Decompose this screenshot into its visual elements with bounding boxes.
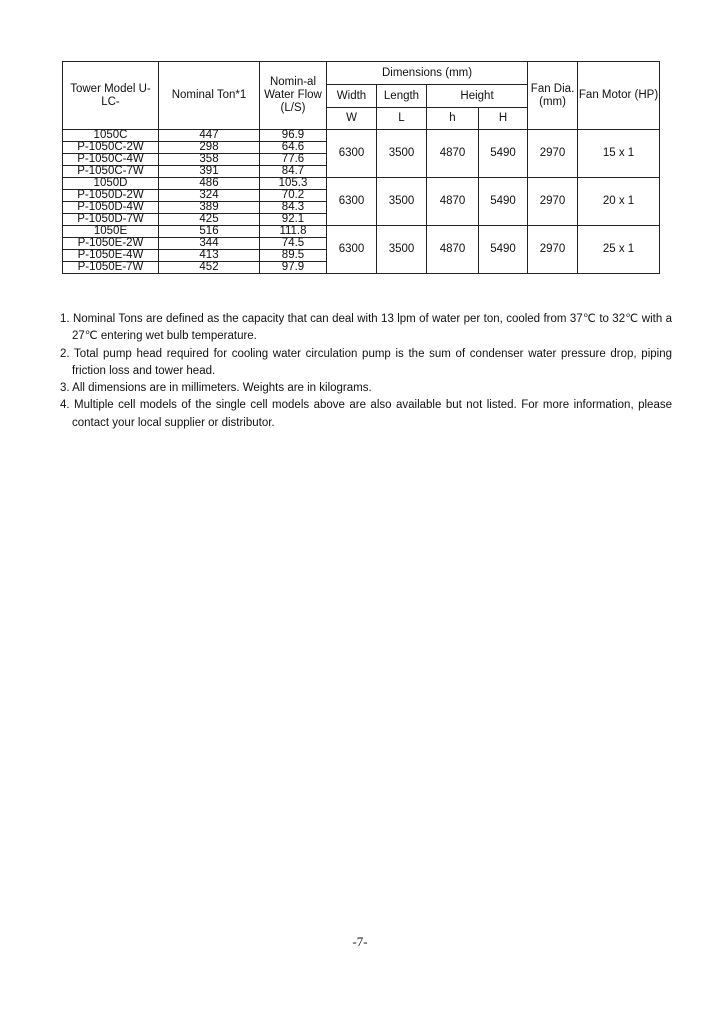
length-cell: 3500 [377, 226, 427, 274]
width-cell: 6300 [327, 178, 377, 226]
length-cell: 3500 [377, 178, 427, 226]
water-flow-cell: 84.7 [260, 166, 327, 178]
model-cell: P-1050E-7W [63, 262, 159, 274]
nominal-ton-cell: 425 [159, 214, 260, 226]
header-dimensions: Dimensions (mm) [327, 62, 528, 85]
water-flow-cell: 96.9 [260, 130, 327, 142]
page-number: -7- [352, 934, 368, 949]
height-high-cell: 5490 [479, 226, 528, 274]
nominal-ton-cell: 389 [159, 202, 260, 214]
width-cell: 6300 [327, 130, 377, 178]
height-low-cell: 4870 [427, 178, 479, 226]
notes-list [60, 311, 672, 432]
note-1: 1. Nominal Tons are defined as the capacity that can deal with 13 lpm of water per ton, cooled from 37℃ to 32℃ with a 27℃ entering wet bulb temperature. [60, 313, 672, 343]
water-flow-cell: 97.9 [260, 262, 327, 274]
height-low-cell: 4870 [427, 226, 479, 274]
length-cell: 3500 [377, 130, 427, 178]
water-flow-cell: 74.5 [260, 238, 327, 250]
water-flow-cell: 111.8 [260, 226, 327, 238]
header-width: Width [327, 85, 377, 108]
nominal-ton-cell: 298 [159, 142, 260, 154]
header-length: Length [377, 85, 427, 108]
water-flow-cell: 89.5 [260, 250, 327, 262]
fan-motor-cell: 20 x 1 [578, 178, 660, 226]
header-fan-dia: Fan Dia. (mm) [528, 62, 578, 130]
nominal-ton-cell: 447 [159, 130, 260, 142]
water-flow-cell: 92.1 [260, 214, 327, 226]
model-cell: P-1050C-7W [63, 166, 159, 178]
table-row [63, 130, 660, 142]
height-high-cell: 5490 [479, 130, 528, 178]
model-cell: P-1050E-2W [63, 238, 159, 250]
header-tower-model: Tower Model U-LC- [63, 62, 159, 130]
water-flow-cell: 84.3 [260, 202, 327, 214]
table-row [63, 226, 660, 238]
header-h-high: H [479, 108, 528, 130]
nominal-ton-cell: 413 [159, 250, 260, 262]
water-flow-cell: 105.3 [260, 178, 327, 190]
header-water-flow: Nomin-al Water Flow (L/S) [260, 62, 327, 130]
note-3: 3. All dimensions are in millimeters. Weights are in kilograms. [60, 382, 372, 395]
fan-motor-cell: 25 x 1 [578, 226, 660, 274]
water-flow-cell: 64.6 [260, 142, 327, 154]
header-h-low: h [427, 108, 479, 130]
header-nominal-ton: Nominal Ton*1 [159, 62, 260, 130]
fan-dia-cell: 2970 [528, 226, 578, 274]
fan-motor-cell: 15 x 1 [578, 130, 660, 178]
nominal-ton-cell: 358 [159, 154, 260, 166]
header-height: Height [427, 85, 528, 108]
model-cell: P-1050D-4W [63, 202, 159, 214]
height-high-cell: 5490 [479, 178, 528, 226]
fan-dia-cell: 2970 [528, 130, 578, 178]
water-flow-cell: 70.2 [260, 190, 327, 202]
table-row [63, 178, 660, 190]
nominal-ton-cell: 344 [159, 238, 260, 250]
model-cell: P-1050E-4W [63, 250, 159, 262]
note-4: 4. Multiple cell models of the single cell models above are also available but not listed. For more information, please contact your local supplier or distributor. [60, 399, 672, 429]
header-l: L [377, 108, 427, 130]
model-cell: P-1050C-4W [63, 154, 159, 166]
water-flow-cell: 77.6 [260, 154, 327, 166]
spec-table-body [63, 130, 660, 274]
model-cell: 1050E [63, 226, 159, 238]
header-fan-motor: Fan Motor (HP) [578, 62, 660, 130]
spec-table [62, 61, 660, 274]
note-2: 2. Total pump head required for cooling water circulation pump is the sum of condenser water pressure drop, piping friction loss and tower head. [60, 347, 672, 377]
height-low-cell: 4870 [427, 130, 479, 178]
fan-dia-cell: 2970 [528, 178, 578, 226]
nominal-ton-cell: 391 [159, 166, 260, 178]
model-cell: P-1050D-7W [63, 214, 159, 226]
model-cell: P-1050C-2W [63, 142, 159, 154]
nominal-ton-cell: 486 [159, 178, 260, 190]
model-cell: P-1050D-2W [63, 190, 159, 202]
nominal-ton-cell: 452 [159, 262, 260, 274]
nominal-ton-cell: 516 [159, 226, 260, 238]
nominal-ton-cell: 324 [159, 190, 260, 202]
header-w: W [327, 108, 377, 130]
width-cell: 6300 [327, 226, 377, 274]
model-cell: 1050C [63, 130, 159, 142]
model-cell: 1050D [63, 178, 159, 190]
